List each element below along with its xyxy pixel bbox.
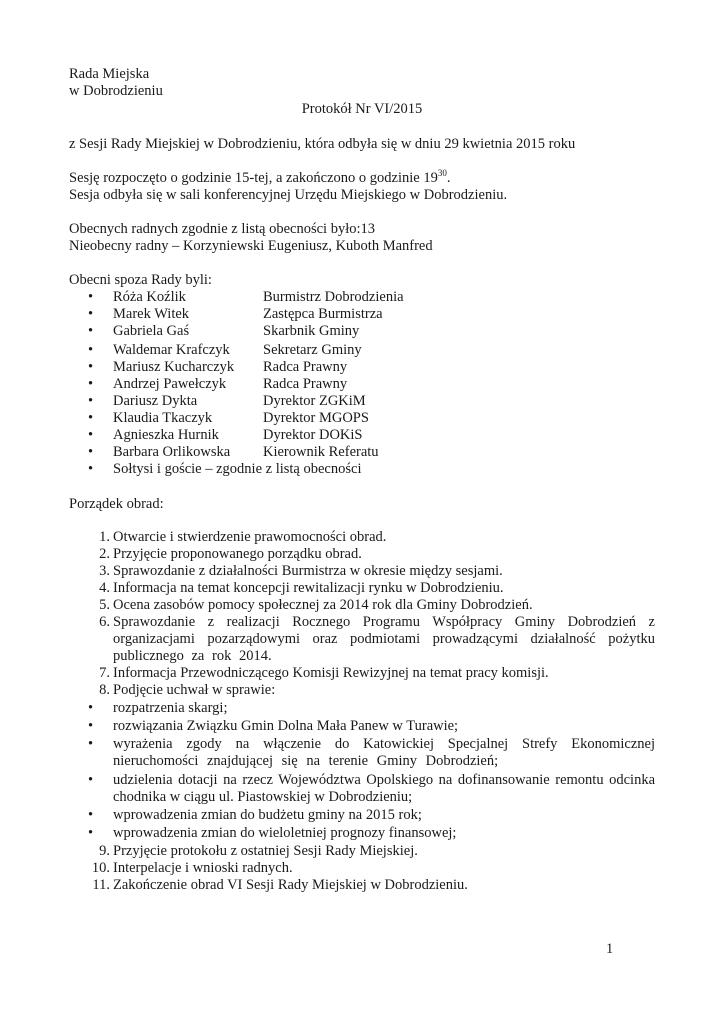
- resolution-item: wprowadzenia zmian do budżetu gminy na 2015 rok;: [113, 807, 422, 823]
- agenda-number: 7.: [99, 665, 110, 681]
- page-number: 1: [606, 941, 614, 957]
- guest-name: Waldemar Krafczyk: [113, 342, 230, 358]
- agenda-item: Sprawozdanie z działalności Burmistrza w okresie między sesjami.: [113, 563, 503, 579]
- bullet: •: [88, 342, 94, 358]
- session-line: z Sesji Rady Miejskiej w Dobrodzieniu, która odbyła się w dniu 29 kwietnia 2015 roku: [69, 136, 576, 152]
- agenda-number: 11.: [92, 877, 110, 893]
- org-location: w Dobrodzieniu: [69, 83, 163, 99]
- bullet: •: [88, 444, 94, 460]
- guest-name: Agnieszka Hurnik: [113, 427, 219, 443]
- guest-name: Barbara Orlikowska: [113, 444, 231, 460]
- document-title: Protokół Nr VI/2015: [301, 101, 423, 117]
- agenda-number: 2.: [99, 546, 110, 562]
- session-time: [69, 170, 450, 187]
- session-location: Sesja odbyła się w sali konferencyjnej Urzędu Miejskiego w Dobrodzieniu.: [69, 187, 508, 203]
- attendance-line: Obecnych radnych zgodnie z listą obecności było:13: [69, 221, 376, 237]
- guest-name: Marek Witek: [113, 306, 190, 322]
- resolution-item: wyrażenia zgody na włączenie do Katowickiej Specjalnej Strefy Ekonomicznej nieruchomości znajdującej się na terenie Gminy Dobrodzień;: [113, 736, 655, 769]
- agenda-number: 1.: [99, 529, 110, 545]
- agenda-item: Interpelacje i wnioski radnych.: [113, 860, 293, 876]
- guest-name: Róża Koźlik: [113, 289, 186, 305]
- guest-role: Sekretarz Gminy: [263, 342, 362, 358]
- bullet: •: [88, 323, 94, 339]
- session-end-minutes: 30: [437, 168, 447, 179]
- bullet: •: [88, 807, 94, 823]
- bullet: •: [88, 718, 94, 734]
- session-time-period: .: [446, 170, 451, 186]
- guest-others: Sołtysi i goście – zgodnie z listą obecności: [113, 461, 362, 477]
- agenda-heading: Porządek obrad:: [69, 496, 164, 512]
- agenda-number: 3.: [99, 563, 110, 579]
- agenda-item: Informacja Przewodniczącego Komisji Rewizyjnej na temat pracy komisji.: [113, 665, 549, 681]
- guest-name: Andrzej Pawełczyk: [113, 376, 227, 392]
- bullet: •: [88, 700, 94, 716]
- resolution-item: rozpatrzenia skargi;: [113, 700, 228, 716]
- guest-role: Skarbnik Gminy: [263, 323, 360, 339]
- agenda-number: 5.: [99, 597, 110, 613]
- bullet: •: [88, 289, 94, 305]
- resolution-item: udzielenia dotacji na rzecz Województwa Opolskiego na dofinansowanie remontu odcinka chodnika w ciągu ul. Piastowskiej w Dobrodzieniu;: [113, 772, 655, 805]
- agenda-item: Informacja na temat koncepcji rewitalizacji rynku w Dobrodzieniu.: [113, 580, 504, 596]
- agenda-item: Przyjęcie proponowanego porządku obrad.: [113, 546, 362, 562]
- guest-role: Zastępca Burmistrza: [263, 306, 383, 322]
- bullet: •: [88, 825, 94, 841]
- guest-role: Burmistrz Dobrodzienia: [263, 289, 404, 305]
- guest-role: Radca Prawny: [263, 376, 348, 392]
- guest-role: Radca Prawny: [263, 359, 348, 375]
- guests-heading: Obecni spoza Rady byli:: [69, 272, 212, 288]
- guest-role: Kierownik Referatu: [263, 444, 379, 460]
- resolution-item: wprowadzenia zmian do wieloletniej prognozy finansowej;: [113, 825, 457, 841]
- agenda-item: Zakończenie obrad VI Sesji Rady Miejskiej w Dobrodzieniu.: [113, 877, 468, 893]
- guest-name: Dariusz Dykta: [113, 393, 198, 409]
- bullet: •: [88, 393, 94, 409]
- guest-name: Mariusz Kucharczyk: [113, 359, 235, 375]
- agenda-item: Sprawozdanie z realizacji Rocznego Programu Współpracy Gminy Dobrodzień z organizacjami pozarządowymi oraz podmiotami prowadzącymi działalność pożytku publicznego za rok 2014.: [113, 614, 655, 664]
- session-time-text: Sesję rozpoczęto o godzinie 15-tej, a zakończono o godzinie 19: [69, 170, 438, 186]
- guest-name: Gabriela Gaś: [113, 323, 190, 339]
- bullet: •: [88, 772, 94, 788]
- agenda-item: Przyjęcie protokołu z ostatniej Sesji Rady Miejskiej.: [113, 843, 418, 859]
- bullet: •: [88, 376, 94, 392]
- agenda-number: 8.: [99, 682, 110, 698]
- bullet: •: [88, 427, 94, 443]
- guest-name: Klaudia Tkaczyk: [113, 410, 213, 426]
- agenda-item: Podjęcie uchwał w sprawie:: [113, 682, 276, 698]
- resolution-item: rozwiązania Związku Gmin Dolna Mała Panew w Turawie;: [113, 718, 459, 734]
- org-name: Rada Miejska: [69, 66, 150, 82]
- guest-role: Dyrektor DOKiS: [263, 427, 363, 443]
- bullet: •: [88, 359, 94, 375]
- bullet: •: [88, 461, 94, 477]
- agenda-number: 4.: [99, 580, 110, 596]
- guest-role: Dyrektor ZGKiM: [263, 393, 366, 409]
- agenda-item: Otwarcie i stwierdzenie prawomocności obrad.: [113, 529, 387, 545]
- bullet: •: [88, 306, 94, 322]
- absent-line: Nieobecny radny – Korzyniewski Eugeniusz, Kuboth Manfred: [69, 238, 433, 254]
- guest-role: Dyrektor MGOPS: [263, 410, 369, 426]
- agenda-number: 10.: [91, 860, 110, 876]
- agenda-number: 6.: [99, 614, 110, 630]
- agenda-item: Ocena zasobów pomocy społecznej za 2014 rok dla Gminy Dobrodzień.: [113, 597, 533, 613]
- bullet: •: [88, 410, 94, 426]
- agenda-number: 9.: [99, 843, 110, 859]
- bullet: •: [88, 736, 94, 752]
